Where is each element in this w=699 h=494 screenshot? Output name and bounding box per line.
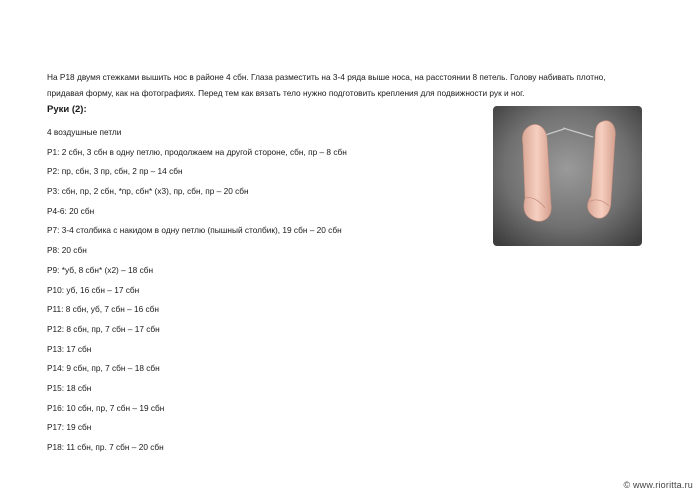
pattern-row: Р3: сбн, пр, 2 сбн, *пр, сбн* (х3), пр, сбн, пр – 20 сбн [47,186,249,197]
intro-paragraph: На Р18 двумя стежками вышить нос в районе 4 сбн. Глаза разместить на 3-4 ряда выше носа, на расстоянии 8 петель. Голову набивать плотно, придавая форму, как на фотографиях. Перед тем как вязать тело нужно подготовить крепления для подвижности рук и ног. [47,72,606,98]
pattern-row: Р13: 17 сбн [47,343,92,354]
section-heading: Руки (2): [47,104,87,115]
watermark: © www.rioritta.ru [623,480,693,490]
pattern-row: Р8: 20 сбн [47,245,87,256]
pattern-row: Р9: *уб, 8 сбн* (х2) – 18 сбн [47,264,154,275]
crochet-arms-photo-icon [493,106,642,246]
pattern-rows [47,123,347,458]
pattern-row: Р18: 11 сбн, пр. 7 сбн – 20 сбн [47,442,164,452]
pattern-row: Р14: 9 сбн, пр, 7 сбн – 18 сбн [47,363,160,374]
pattern-row: Р4-6: 20 сбн [47,205,95,216]
pattern-row: Р17: 19 сбн [47,422,92,433]
pattern-row: Р10: уб, 16 сбн – 17 сбн [47,284,140,295]
pattern-row: 4 воздушные петли [47,127,122,137]
pattern-row: Р11: 8 сбн, уб, 7 сбн – 16 сбн [47,304,160,315]
pattern-row: Р2: пр, сбн, 3 пр, сбн, 2 пр – 14 сбн [47,166,183,177]
pattern-row: Р15: 18 сбн [47,382,92,393]
pattern-row: Р12: 8 сбн, пр, 7 сбн – 17 сбн [47,323,160,334]
pattern-row: Р1: 2 сбн, 3 сбн в одну петлю, продолжаем на другой стороне, сбн, пр – 8 сбн [47,146,347,157]
pattern-row: Р16: 10 сбн, пр, 7 сбн – 19 сбн [47,402,165,413]
pattern-row: Р7: 3-4 столбика с накидом в одну петлю (пышный столбик), 19 сбн – 20 сбн [47,225,342,236]
